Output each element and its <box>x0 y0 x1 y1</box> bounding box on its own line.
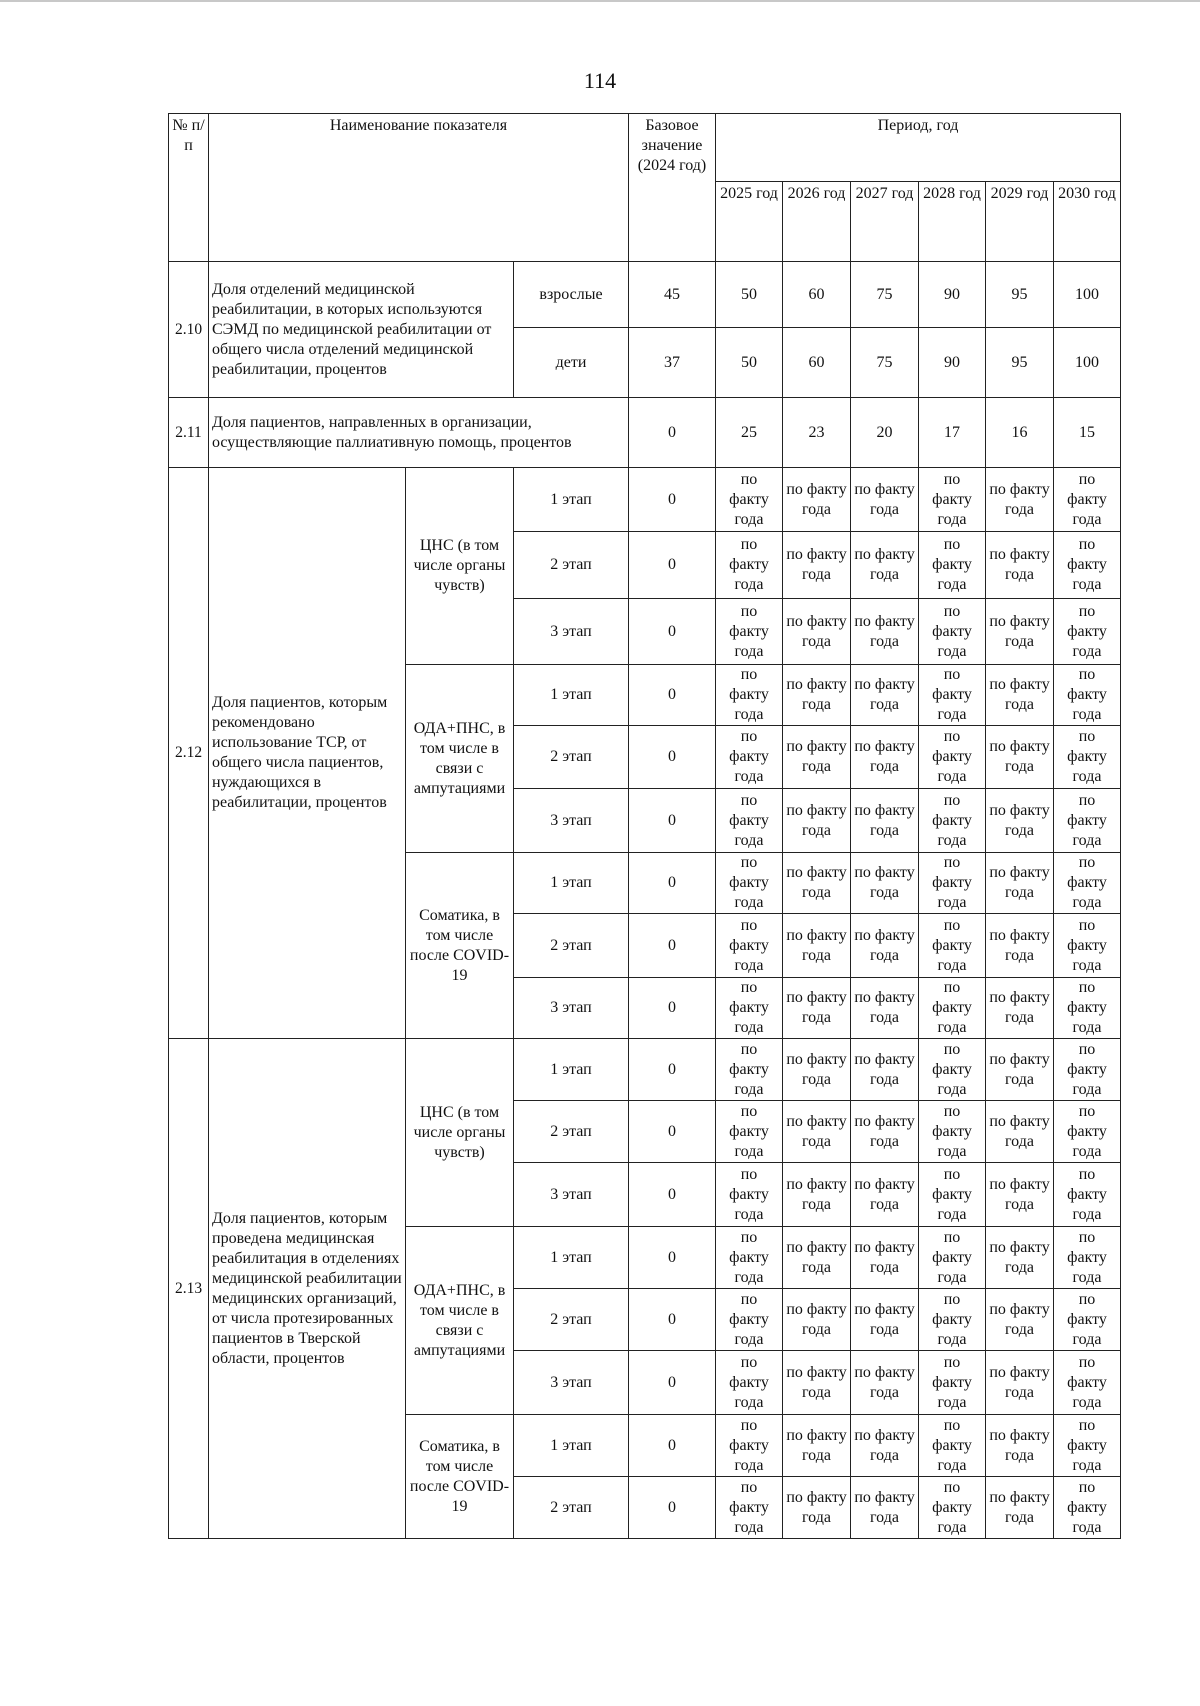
year-value-fact: по факту года <box>986 599 1054 665</box>
stage-label: 3 этап <box>514 789 629 853</box>
stage-label: 3 этап <box>514 978 629 1039</box>
year-value-fact: по факту года <box>919 468 986 532</box>
year-value-fact: по факту года <box>783 1289 851 1351</box>
year-value: 60 <box>783 328 851 398</box>
year-value-fact: по факту года <box>851 789 919 853</box>
year-value: 100 <box>1054 328 1121 398</box>
year-value-fact: по факту года <box>1054 468 1121 532</box>
year-value-fact: по факту года <box>851 914 919 978</box>
year-value-fact: по факту года <box>783 665 851 726</box>
base-value: 0 <box>629 1289 716 1351</box>
year-value-fact: по факту года <box>919 1289 986 1351</box>
base-value: 0 <box>629 532 716 599</box>
year-value: 25 <box>716 398 783 468</box>
year-value-fact: по факту года <box>986 726 1054 789</box>
year-value: 95 <box>986 328 1054 398</box>
indicator-name: Доля пациентов, которым рекомендовано использование ТСР, от общего числа пациентов, нуждающихся в реабилитации, процентов <box>209 468 406 1039</box>
year-value-fact: по факту года <box>919 914 986 978</box>
year-value-fact: по факту года <box>851 468 919 532</box>
year-value-fact: по факту года <box>783 1163 851 1227</box>
group-label: ЦНС (в том числе органы чувств) <box>406 1039 514 1227</box>
year-value: 50 <box>716 262 783 328</box>
stage-label: 2 этап <box>514 1289 629 1351</box>
base-value: 0 <box>629 665 716 726</box>
row-number: 2.11 <box>169 398 209 468</box>
year-value-fact: по факту года <box>919 599 986 665</box>
header-year: 2026 год <box>783 182 851 262</box>
stage-label: 1 этап <box>514 1227 629 1289</box>
year-value-fact: по факту года <box>716 1163 783 1227</box>
year-value-fact: по факту года <box>783 468 851 532</box>
year-value-fact: по факту года <box>783 726 851 789</box>
year-value-fact: по факту года <box>783 789 851 853</box>
year-value-fact: по факту года <box>986 532 1054 599</box>
header-base-value: Базовое значение (2024 год) <box>629 114 716 262</box>
year-value-fact: по факту года <box>783 978 851 1039</box>
stage-label: 1 этап <box>514 1415 629 1477</box>
year-value: 20 <box>851 398 919 468</box>
year-value-fact: по факту года <box>986 1415 1054 1477</box>
year-value-fact: по факту года <box>716 1477 783 1539</box>
year-value-fact: по факту года <box>716 1039 783 1101</box>
year-value-fact: по факту года <box>716 978 783 1039</box>
year-value-fact: по факту года <box>716 1415 783 1477</box>
year-value-fact: по факту года <box>1054 978 1121 1039</box>
year-value-fact: по факту года <box>986 1101 1054 1163</box>
base-value: 0 <box>629 1415 716 1477</box>
row-number: 2.13 <box>169 1039 209 1539</box>
year-value-fact: по факту года <box>716 1351 783 1415</box>
group-label: ЦНС (в том числе органы чувств) <box>406 468 514 665</box>
year-value-fact: по факту года <box>1054 665 1121 726</box>
year-value-fact: по факту года <box>1054 1039 1121 1101</box>
year-value-fact: по факту года <box>919 789 986 853</box>
year-value: 75 <box>851 328 919 398</box>
year-value-fact: по факту года <box>716 1227 783 1289</box>
year-value-fact: по факту года <box>986 1227 1054 1289</box>
group-label: ОДА+ПНС, в том числе в связи с ампутациями <box>406 665 514 853</box>
header-number: № п/п <box>169 114 209 262</box>
year-value: 23 <box>783 398 851 468</box>
year-value: 75 <box>851 262 919 328</box>
year-value-fact: по факту года <box>851 1039 919 1101</box>
indicator-name: Доля пациентов, которым проведена медицинская реабилитация в отделениях медицинской реабилитации медицинских организаций, от числа протезированных пациентов в Тверской области, процентов <box>209 1039 406 1539</box>
year-value-fact: по факту года <box>851 532 919 599</box>
year-value: 90 <box>919 262 986 328</box>
year-value-fact: по факту года <box>851 978 919 1039</box>
year-value-fact: по факту года <box>851 1477 919 1539</box>
year-value-fact: по факту года <box>919 1039 986 1101</box>
year-value-fact: по факту года <box>851 1289 919 1351</box>
row-number: 2.12 <box>169 468 209 1039</box>
header-year: 2028 год <box>919 182 986 262</box>
year-value-fact: по факту года <box>851 1101 919 1163</box>
group-label: ОДА+ПНС, в том числе в связи с ампутациями <box>406 1227 514 1415</box>
year-value: 95 <box>986 262 1054 328</box>
header-year: 2030 год <box>1054 182 1121 262</box>
base-value: 0 <box>629 1477 716 1539</box>
year-value-fact: по факту года <box>716 914 783 978</box>
group-label: Соматика, в том числе после COVID-19 <box>406 853 514 1039</box>
stage-label: 2 этап <box>514 726 629 789</box>
stage-label: 3 этап <box>514 1351 629 1415</box>
year-value-fact: по факту года <box>716 853 783 914</box>
year-value-fact: по факту года <box>919 853 986 914</box>
page-number: 114 <box>583 68 617 93</box>
base-value: 0 <box>629 1101 716 1163</box>
year-value-fact: по факту года <box>716 665 783 726</box>
base-value: 0 <box>629 853 716 914</box>
year-value-fact: по факту года <box>986 914 1054 978</box>
base-value: 0 <box>629 599 716 665</box>
year-value-fact: по факту года <box>783 1477 851 1539</box>
indicator-name: Доля отделений медицинской реабилитации, в которых используются СЭМД по медицинской реабилитации от общего числа отделений медицинской реабилитации, процентов <box>209 262 514 398</box>
base-value: 0 <box>629 1351 716 1415</box>
base-value: 37 <box>629 328 716 398</box>
year-value-fact: по факту года <box>1054 532 1121 599</box>
indicators-table <box>168 113 1121 1539</box>
year-value-fact: по факту года <box>986 1477 1054 1539</box>
year-value-fact: по факту года <box>1054 1227 1121 1289</box>
year-value: 60 <box>783 262 851 328</box>
stage-label: 1 этап <box>514 853 629 914</box>
year-value-fact: по факту года <box>986 1289 1054 1351</box>
year-value-fact: по факту года <box>783 1351 851 1415</box>
stage-label: 1 этап <box>514 468 629 532</box>
year-value-fact: по факту года <box>919 726 986 789</box>
year-value-fact: по факту года <box>716 532 783 599</box>
year-value-fact: по факту года <box>919 1477 986 1539</box>
year-value-fact: по факту года <box>1054 789 1121 853</box>
year-value-fact: по факту года <box>716 1289 783 1351</box>
stage-label: 3 этап <box>514 1163 629 1227</box>
base-value: 0 <box>629 726 716 789</box>
year-value-fact: по факту года <box>851 1163 919 1227</box>
year-value-fact: по факту года <box>986 1163 1054 1227</box>
base-value: 0 <box>629 914 716 978</box>
year-value: 50 <box>716 328 783 398</box>
row-number: 2.10 <box>169 262 209 398</box>
base-value: 45 <box>629 262 716 328</box>
year-value-fact: по факту года <box>986 1351 1054 1415</box>
subgroup-label: дети <box>514 328 629 398</box>
year-value-fact: по факту года <box>851 1227 919 1289</box>
header-indicator-name: Наименование показателя <box>209 114 629 262</box>
year-value-fact: по факту года <box>1054 1351 1121 1415</box>
year-value-fact: по факту года <box>1054 1477 1121 1539</box>
year-value-fact: по факту года <box>919 532 986 599</box>
year-value-fact: по факту года <box>783 1227 851 1289</box>
stage-label: 2 этап <box>514 1101 629 1163</box>
year-value-fact: по факту года <box>1054 1101 1121 1163</box>
year-value-fact: по факту года <box>919 978 986 1039</box>
year-value-fact: по факту года <box>986 1039 1054 1101</box>
year-value: 15 <box>1054 398 1121 468</box>
stage-label: 3 этап <box>514 599 629 665</box>
year-value: 90 <box>919 328 986 398</box>
base-value: 0 <box>629 1039 716 1101</box>
base-value: 0 <box>629 398 716 468</box>
year-value-fact: по факту года <box>783 532 851 599</box>
subgroup-label: взрослые <box>514 262 629 328</box>
year-value-fact: по факту года <box>716 1101 783 1163</box>
year-value-fact: по факту года <box>716 789 783 853</box>
stage-label: 2 этап <box>514 1477 629 1539</box>
year-value-fact: по факту года <box>986 853 1054 914</box>
year-value-fact: по факту года <box>919 665 986 726</box>
year-value-fact: по факту года <box>919 1163 986 1227</box>
year-value-fact: по факту года <box>986 468 1054 532</box>
base-value: 0 <box>629 1227 716 1289</box>
year-value-fact: по факту года <box>851 726 919 789</box>
stage-label: 1 этап <box>514 665 629 726</box>
year-value-fact: по факту года <box>1054 1415 1121 1477</box>
header-year: 2025 год <box>716 182 783 262</box>
scan-top-edge <box>0 0 1200 2</box>
base-value: 0 <box>629 1163 716 1227</box>
year-value-fact: по факту года <box>1054 853 1121 914</box>
year-value-fact: по факту года <box>851 1351 919 1415</box>
header-period: Период, год <box>716 114 1121 182</box>
year-value-fact: по факту года <box>919 1415 986 1477</box>
year-value-fact: по факту года <box>919 1351 986 1415</box>
year-value-fact: по факту года <box>1054 599 1121 665</box>
year-value-fact: по факту года <box>851 599 919 665</box>
year-value-fact: по факту года <box>919 1227 986 1289</box>
year-value-fact: по факту года <box>783 914 851 978</box>
year-value-fact: по факту года <box>783 1039 851 1101</box>
base-value: 0 <box>629 978 716 1039</box>
year-value-fact: по факту года <box>716 726 783 789</box>
year-value-fact: по факту года <box>851 665 919 726</box>
year-value: 17 <box>919 398 986 468</box>
base-value: 0 <box>629 468 716 532</box>
year-value-fact: по факту года <box>986 665 1054 726</box>
stage-label: 2 этап <box>514 532 629 599</box>
year-value: 16 <box>986 398 1054 468</box>
year-value-fact: по факту года <box>716 468 783 532</box>
year-value-fact: по факту года <box>1054 914 1121 978</box>
year-value-fact: по факту года <box>783 1415 851 1477</box>
stage-label: 1 этап <box>514 1039 629 1101</box>
year-value-fact: по факту года <box>851 853 919 914</box>
year-value-fact: по факту года <box>986 978 1054 1039</box>
year-value-fact: по факту года <box>919 1101 986 1163</box>
year-value-fact: по факту года <box>716 599 783 665</box>
year-value-fact: по факту года <box>1054 1289 1121 1351</box>
year-value-fact: по факту года <box>1054 1163 1121 1227</box>
header-year: 2027 год <box>851 182 919 262</box>
indicator-name: Доля пациентов, направленных в организации, осуществляющие паллиативную помощь, процентов <box>209 398 629 468</box>
header-year: 2029 год <box>986 182 1054 262</box>
year-value-fact: по факту года <box>783 599 851 665</box>
year-value-fact: по факту года <box>986 789 1054 853</box>
year-value-fact: по факту года <box>851 1415 919 1477</box>
group-label: Соматика, в том числе после COVID-19 <box>406 1415 514 1539</box>
stage-label: 2 этап <box>514 914 629 978</box>
year-value: 100 <box>1054 262 1121 328</box>
year-value-fact: по факту года <box>1054 726 1121 789</box>
base-value: 0 <box>629 789 716 853</box>
year-value-fact: по факту года <box>783 853 851 914</box>
year-value-fact: по факту года <box>783 1101 851 1163</box>
